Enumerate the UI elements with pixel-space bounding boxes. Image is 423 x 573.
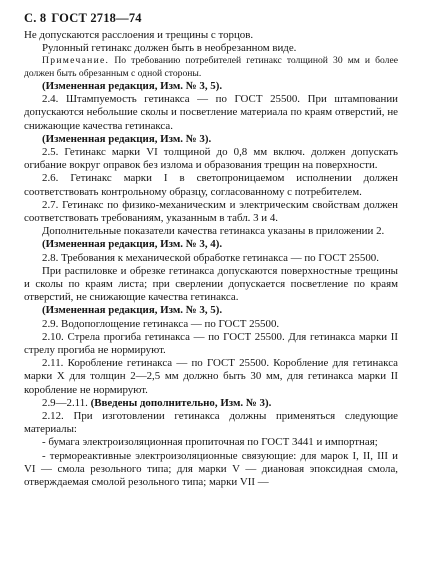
paragraph: 2.6. Гетинакс марки I в светопроницаемом исполнении должен соответствовать контрольному образцу, согласованному с потребителем. (24, 172, 398, 198)
paragraph: 2.4. Штампуемость гетинакса — по ГОСТ 25500. При штамповании допускаются небольшие сколы и посветление материала по краям отверстий, не снижающие качества гетинакса. (24, 93, 398, 132)
standard-designation: ГОСТ 2718—74 (51, 11, 142, 25)
paragraph (24, 397, 398, 410)
page-number: С. 8 (24, 11, 47, 25)
paragraph: 2.9. Водопоглощение гетинакса — по ГОСТ 25500. (42, 317, 280, 330)
paragraph: 2.5. Гетинакс марки VI толщиной до 0,8 мм включ. должен допускать огибание вокруг оправок без излома и образования трещин на поверхности. (24, 146, 398, 172)
paragraph: 2.11. Коробление гетинакса — по ГОСТ 25500. Коробление для гетинакса марки X для толщин 2—2,5 мм должно быть 30 мм, для гетинакса марки II коробление не нормируют. (24, 357, 398, 396)
list-item: - бумага электроизоляционная пропиточная по ГОСТ 3441 и импортная; (42, 436, 378, 449)
paragraph: При распиловке и обрезке гетинакса допускаются поверхностные трещины и сколы по краям листа; при сверлении допускается посветление по краям отверстий, не снижающие качества гетинакса. (24, 264, 398, 304)
list-item: - термореактивные электроизоляционные связующие: для марок I, II, III и VI — смола резольного типа; для марки V — диановая эпоксидная смола, отверждаемая смолой резольного типа; марки VII — (24, 449, 398, 489)
amendment-note: (Введены дополнительно, Изм. № 3). (90, 396, 272, 409)
amendment-note: (Измененная редакция, Изм. № 3). (42, 132, 212, 145)
clause-range: 2.9—2.11. (42, 396, 91, 409)
paragraph: Дополнительные показатели качества гетинакса указаны в приложении 2. (42, 225, 385, 238)
paragraph: 2.7. Гетинакс по физико-механическим и электрическим свойствам должен соответствовать требованиям, указанным в табл. 3 и 4. (24, 198, 398, 225)
note-paragraph (24, 55, 398, 80)
paragraph: Не допускаются расслоения и трещины с торцов. (24, 29, 254, 41)
paragraph: 2.12. При изготовлении гетинакса должны применяться следующие материалы: (24, 410, 398, 436)
note-text: По требованию потребителей гетинакс толщиной 30 мм и более должен быть обрезанным с одной стороны. (24, 55, 398, 79)
paragraph: 2.8. Требования к механической обработке гетинакса — по ГОСТ 25500. (42, 251, 379, 264)
document-body (24, 29, 398, 489)
page-header (24, 10, 398, 26)
paragraph: 2.10. Стрела прогиба гетинакса — по ГОСТ 25500. Для гетинакса марки II стрелу прогиба не нормируют. (24, 330, 398, 357)
amendment-note: (Измененная редакция, Изм. № 3, 4). (42, 238, 223, 251)
amendment-note: (Измененная редакция, Изм. № 3, 5). (42, 80, 223, 92)
amendment-note: (Измененная редакция, Изм. № 3, 5). (42, 304, 223, 317)
paragraph: Рулонный гетинакс должен быть в необрезанном виде. (42, 42, 297, 55)
note-label: Примечание. (42, 55, 110, 67)
